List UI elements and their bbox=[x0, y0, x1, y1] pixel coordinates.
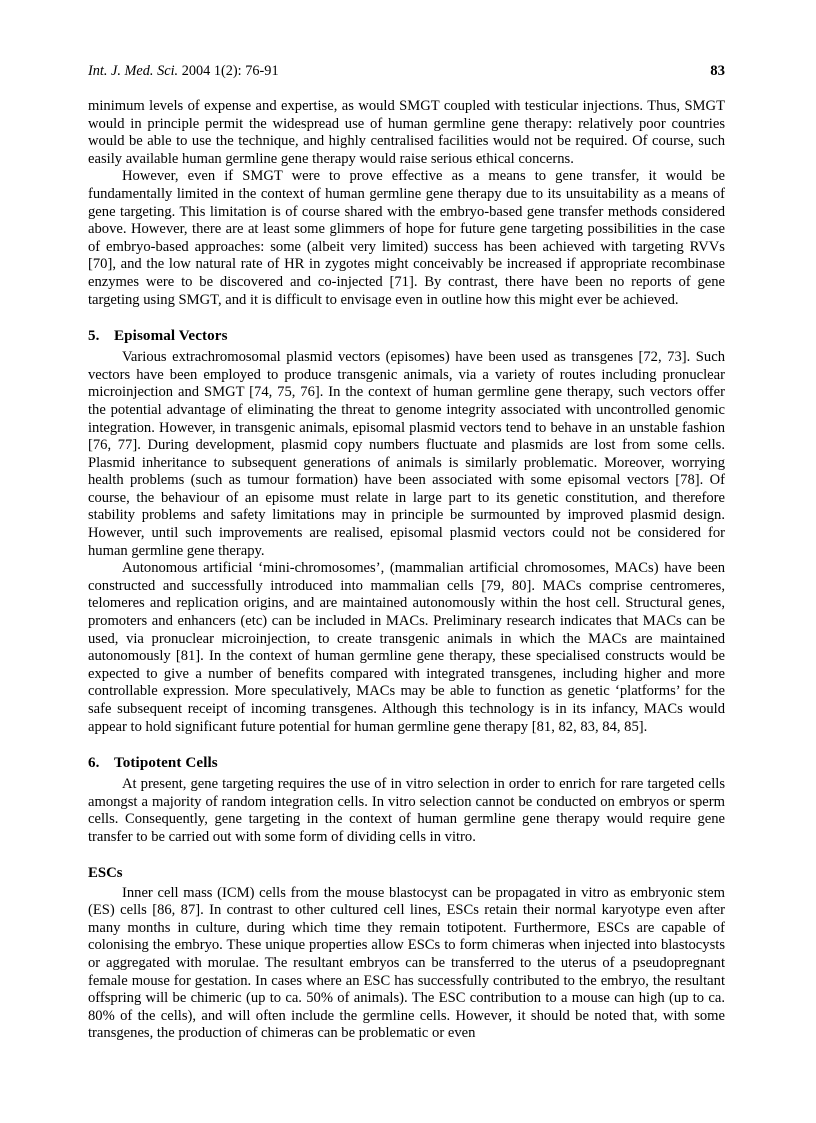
paragraph-smgt-limits: However, even if SMGT were to prove effective as a means to gene transfer, it would be fundamentally limited in the context of human germline gene therapy due to its unsuitability as a means of gene targeting. This limitation is of course shared with the embryo-based gene transfer methods considered above. However, there are at least some glimmers of hope for future gene targeting possibilities in the case of embryo-based approaches: some (albeit very limited) success has been achieved with targeting RVVs [70], and the low natural rate of HR in zygotes might conceivably be increased if appropriate recombinase enzymes were to be discovered and co-injected [71]. By contrast, there have been no reports of gene targeting using SMGT, and it is difficult to envisage even in outline how this might ever be achieved. bbox=[88, 168, 725, 308]
paragraph-episomes: Various extrachromosomal plasmid vectors (episomes) have been used as transgenes [72, 73]. Such vectors have been employed to produce transgenic animals, via a variety of routes including pronuclear microinjection and SMGT [74, 75, 76]. In the context of human germline gene therapy, such vectors offer the potential advantage of eliminating the threat to genome integrity associated with uncontrolled genomic integration. However, in transgenic animals, episomal plasmid vectors tend to behave in an unstable fashion [76, 77]. During development, plasmid copy numbers fluctuate and plasmids are lost from some cells. Plasmid inheritance to subsequent generations of animals is similarly problematic. Moreover, worrying health problems (such as tumour formation) have been associated with some episomal vectors [78]. Of course, the behaviour of an episome must relate in large part to its genetic constitution, and therefore stability problems and safety limitations may in principle be surmounted by improved plasmid design. However, until such improvements are realised, episomal plasmid vectors could not be considered for human germline gene therapy. bbox=[88, 349, 725, 559]
paragraph-escs: Inner cell mass (ICM) cells from the mouse blastocyst can be propagated in vitro as embryonic stem (ES) cells [86, 87]. In contrast to other cultured cell lines, ESCs retain their normal karyotype even after many months in culture, during which time they remain totipotent. Furthermore, ESCs are capable of colonising the embryo. These unique properties allow ESCs to form chimeras when injected into blastocysts or aggregated with morulae. The resultant embryos can be transferred to the uterus of a pseudopregnant female mouse for gestation. In cases where an ESC has successfully contributed to the embryo, the resultant offspring will be chimeric (up to ca. 50% of animals). The ESC contribution to a mouse can high (up to ca. 80% of the cells), and will often include the germline cells. However, it should be noted that, with some transgenes, the production of chimeras can be problematic or even bbox=[88, 884, 725, 1042]
journal-citation-detail: 2004 1(2): 76-91 bbox=[178, 63, 279, 79]
page-content-column bbox=[88, 63, 725, 1043]
running-head bbox=[88, 63, 725, 80]
subsection-heading-escs: ESCs bbox=[88, 864, 123, 881]
page-number: 83 bbox=[710, 63, 725, 79]
paragraph-totipotent-intro: At present, gene targeting requires the use of in vitro selection in order to enrich for rare targeted cells amongst a majority of random integration cells. In vitro selection cannot be conducted on embryos or sperm cells. Consequently, gene targeting in the context of human germline gene therapy would require gene transfer to be carried out with some form of dividing cells in vitro. bbox=[88, 776, 725, 845]
section-heading-episomal-vectors bbox=[88, 326, 725, 346]
section-title: Totipotent Cells bbox=[114, 755, 218, 772]
paragraph-smgt-expense: minimum levels of expense and expertise, as would SMGT coupled with testicular injections. Thus, SMGT would in principle permit the widespread use of human germline gene therapy: relatively poor countries would be able to use the technique, and highly centralised facilities would not be required. Of course, such easily available human germline gene therapy would raise serious ethical concerns. bbox=[88, 98, 725, 167]
section-number: 6. bbox=[88, 755, 100, 772]
section-title: Episomal Vectors bbox=[114, 328, 228, 345]
section-number: 5. bbox=[88, 328, 100, 345]
running-head-citation bbox=[88, 63, 279, 80]
section-heading-totipotent-cells bbox=[88, 753, 725, 773]
paragraph-macs: Autonomous artificial ‘mini-chromosomes’, (mammalian artificial chromosomes, MACs) have been constructed and successfully introduced into mammalian cells [79, 80]. MACs comprise centromeres, telomeres and replication origins, and are maintained autonomously within the host cell. Structural genes, promoters and enhancers (etc) can be included in MACs. Preliminary research indicates that MACs can be used, via pronuclear microinjection, to create transgenic animals in which the MACs are maintained autonomously [81]. In the context of human germline gene therapy, these specialised constructs would be expected to give a number of benefits compared with integrated transgenes, including higher and more controllable expression. More speculatively, MACs may be able to function as genetic ‘platforms’ for the safe subsequent receipt of incoming transgenes. Although this technology is in its infancy, MACs would appear to hold significant future potential for human germline gene therapy [81, 82, 83, 84, 85]. bbox=[88, 560, 725, 735]
journal-title: Int. J. Med. Sci. bbox=[88, 63, 179, 79]
